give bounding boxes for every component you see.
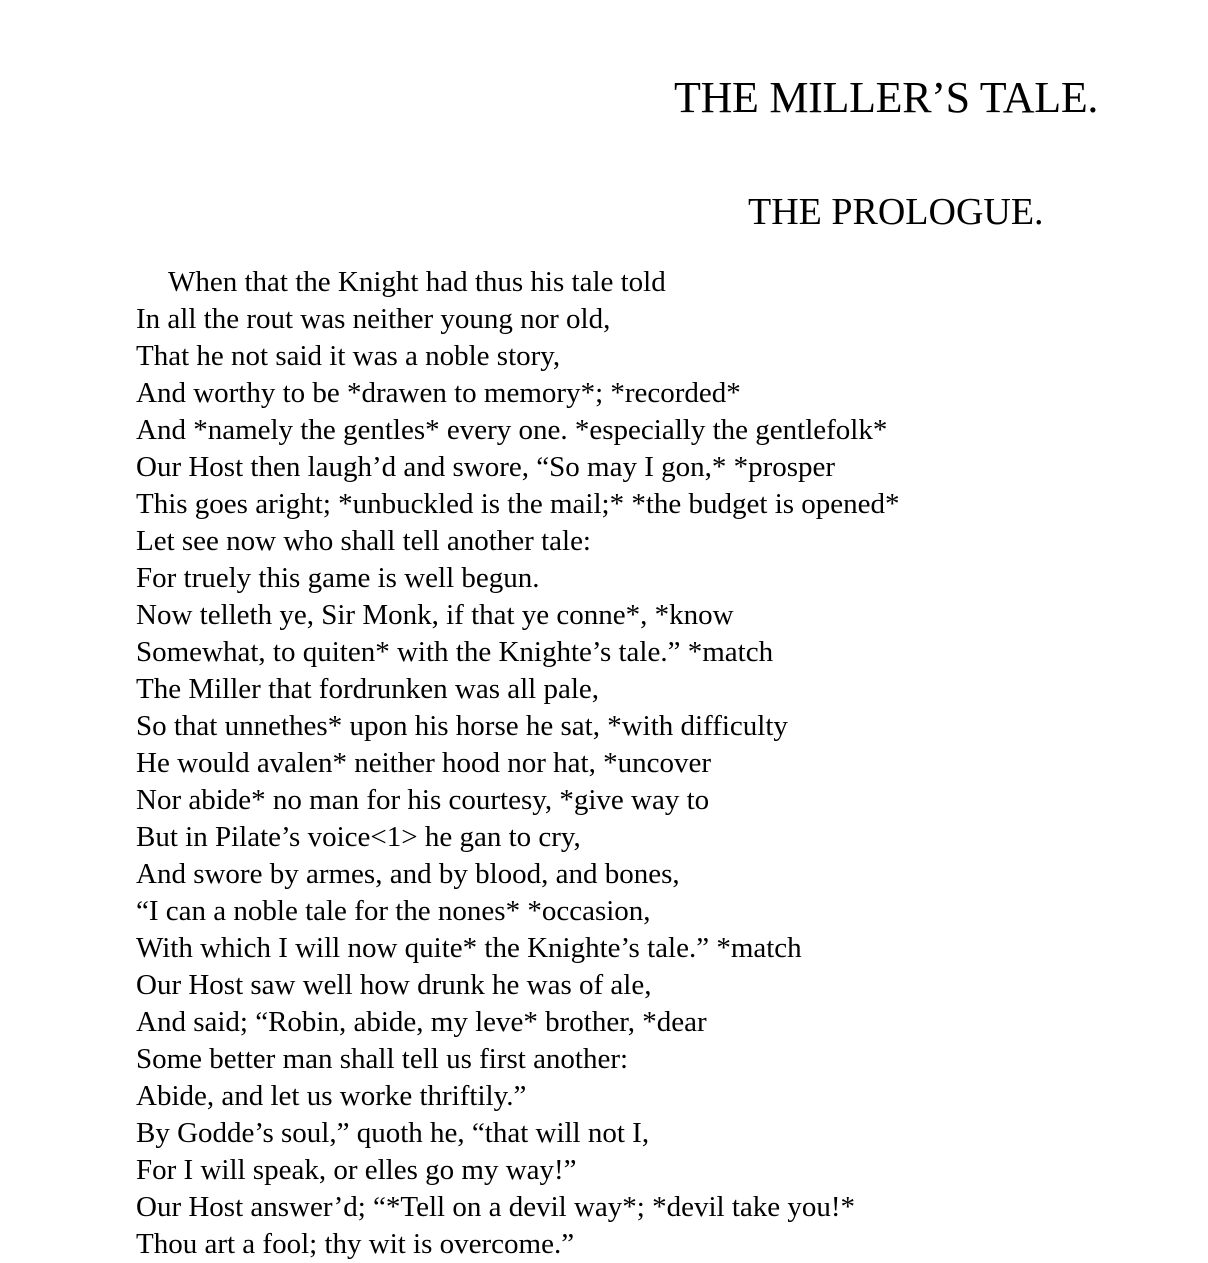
poem-line: He would avalen* neither hood nor hat, *uncover: [136, 747, 711, 779]
poem-line: The Miller that fordrunken was all pale,: [136, 673, 600, 705]
poem-line: In all the rout was neither young nor old,: [136, 303, 611, 335]
poem-line: That he not said it was a noble story,: [136, 340, 561, 372]
poem-line: And *namely the gentles* every one. *especially the gentlefolk*: [136, 414, 888, 446]
poem-line: Somewhat, to quiten* with the Knighte’s tale.” *match: [136, 636, 774, 668]
poem-line: And worthy to be *drawen to memory*; *recorded*: [136, 377, 741, 409]
poem-line: Some better man shall tell us first another:: [136, 1043, 629, 1075]
poem-line: For I will speak, or elles go my way!”: [136, 1154, 577, 1186]
poem-line: And said; “Robin, abide, my leve* brother, *dear: [136, 1006, 707, 1038]
poem-line: With which I will now quite* the Knighte’s tale.” *match: [136, 932, 802, 964]
poem-line: This goes aright; *unbuckled is the mail;* *the budget is opened*: [136, 488, 900, 520]
poem-line: Nor abide* no man for his courtesy, *give way to: [136, 784, 710, 816]
poem-line: Our Host then laugh’d and swore, “So may I gon,* *prosper: [136, 451, 836, 483]
poem-line: Let see now who shall tell another tale:: [136, 525, 591, 557]
poem-line: Our Host saw well how drunk he was of ale,: [136, 969, 652, 1001]
poem-line: So that unnethes* upon his horse he sat, *with difficulty: [136, 710, 788, 742]
poem-line: Thou art a fool; thy wit is overcome.”: [136, 1228, 575, 1260]
prologue-heading: THE PROLOGUE.: [748, 191, 1044, 233]
poem-line: Now telleth ye, Sir Monk, if that ye conne*, *know: [136, 599, 734, 631]
poem-line: Abide, and let us worke thriftily.”: [136, 1080, 527, 1112]
poem-line: For truely this game is well begun.: [136, 562, 540, 594]
poem-line: When that the Knight had thus his tale told: [168, 266, 666, 298]
tale-title: THE MILLER’S TALE.: [674, 73, 1099, 122]
poem-line: But in Pilate’s voice<1> he gan to cry,: [136, 821, 581, 853]
poem-line: By Godde’s soul,” quoth he, “that will not I,: [136, 1117, 650, 1149]
poem-line: “I can a noble tale for the nones* *occasion,: [136, 895, 651, 927]
poem-line: And swore by armes, and by blood, and bones,: [136, 858, 680, 890]
poem-line: Our Host answer’d; “*Tell on a devil way*; *devil take you!*: [136, 1191, 856, 1223]
poem-text: [136, 264, 900, 1263]
